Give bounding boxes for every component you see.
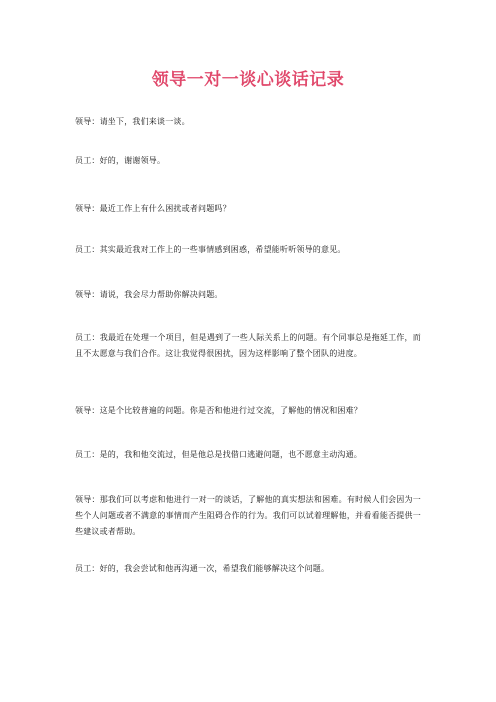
- dialogue-line-9: 领导：那我们可以考虑和他进行一对一的谈话，了解他的真实想法和困难。有时候人们会因为一些个人问题或者不满意的事情而产生阻碍合作的行为。我们可以试着理解他，并看看能否提供一些建议或者帮助。: [75, 495, 421, 536]
- document-title: 领导一对一谈心谈话记录: [151, 70, 345, 90]
- dialogue-line-7: 领导：这是个比较普遍的问题。你是否和他进行过交流，了解他的情况和困难？: [75, 406, 362, 415]
- dialogue-line-1: 领导：请坐下，我们来谈一谈。: [75, 117, 190, 126]
- dialogue-line-8: 员工：是的，我和他交流过，但是他总是找借口逃避问题，也不愿意主动沟通。: [75, 450, 362, 459]
- dialogue-line-4: 员工：其实最近我对工作上的一些事情感到困惑，希望能听听领导的意见。: [75, 245, 346, 254]
- dialogue-line-2: 员工：好的，谢谢领导。: [75, 156, 166, 165]
- dialogue-line-5: 领导：请说，我会尽力帮助你解决问题。: [75, 290, 223, 299]
- dialogue-line-3: 领导：最近工作上有什么困扰或者问题吗？: [75, 204, 231, 213]
- dialogue-line-10: 员工：好的，我会尝试和他再沟通一次，希望我们能够解决这个问题。: [75, 564, 330, 573]
- dialogue-line-6: 员工：我最近在处理一个项目，但是遇到了一些人际关系上的问题。有个同事总是拖延工作，而且不太愿意与我们合作。这让我觉得很困扰，因为这样影响了整个团队的进度。: [75, 333, 421, 358]
